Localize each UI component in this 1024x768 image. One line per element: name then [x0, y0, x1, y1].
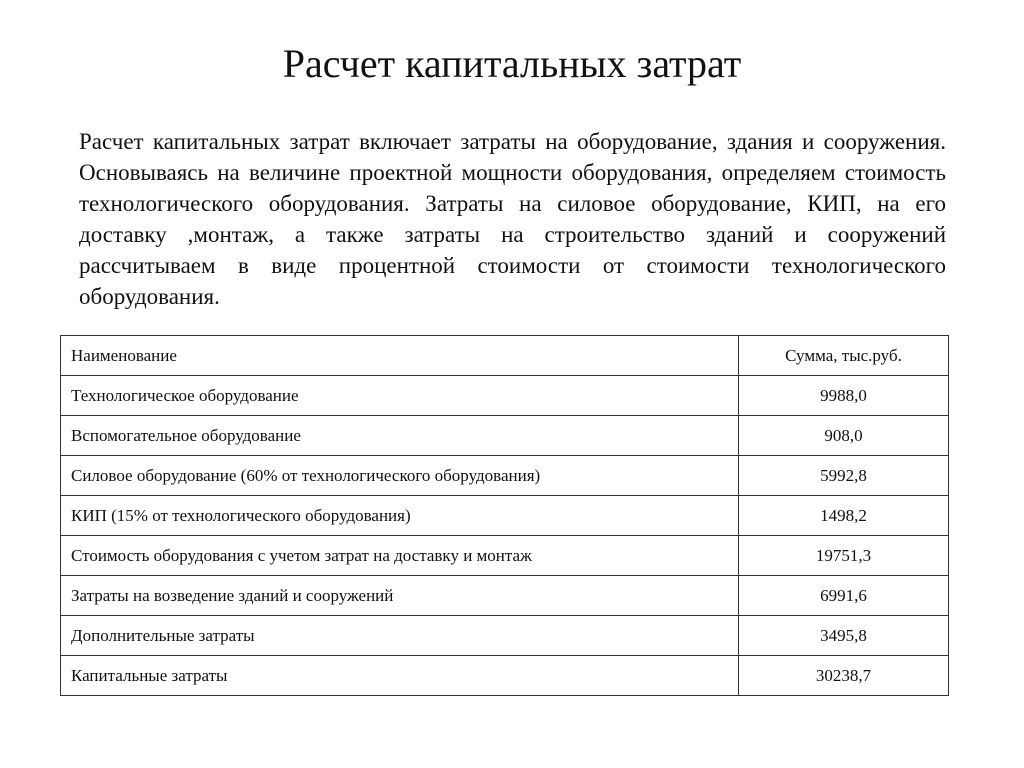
header-name-cell: Наименование — [61, 336, 739, 376]
row-name-cell: Технологическое оборудование — [61, 376, 739, 416]
row-name-cell: Стоимость оборудования с учетом затрат на доставку и монтаж — [61, 536, 739, 576]
row-value-cell: 19751,3 — [739, 536, 949, 576]
slide-title: Расчет капитальных затрат — [282, 41, 742, 86]
table-row — [61, 456, 949, 496]
row-value-cell: 3495,8 — [739, 616, 949, 656]
row-value-cell: 30238,7 — [739, 656, 949, 696]
row-name-cell: Затраты на возведение зданий и сооружений — [61, 576, 739, 616]
table-row — [61, 496, 949, 536]
table-row — [61, 616, 949, 656]
intro-paragraph: Расчет капитальных затрат включает затраты на оборудование, здания и сооружения. Основываясь на величине проектной мощности оборудования, определяем стоимость технологического оборудования. Затраты на силовое оборудование, КИП, на его доставку ,монтаж, а также затраты на строительство зданий и сооружений рассчитываем в виде процентной стоимости от стоимости технологического оборудования. — [79, 129, 946, 309]
table-row — [61, 576, 949, 616]
row-name-cell: КИП (15% от технологического оборудования) — [61, 496, 739, 536]
table-row — [61, 656, 949, 696]
table-header-row — [61, 336, 949, 376]
row-name-cell: Вспомогательное оборудование — [61, 416, 739, 456]
header-value-cell: Сумма, тыс.руб. — [739, 336, 949, 376]
row-value-cell: 6991,6 — [739, 576, 949, 616]
table-row — [61, 376, 949, 416]
row-name-cell: Силовое оборудование (60% от технологического оборудования) — [61, 456, 739, 496]
row-name-cell: Дополнительные затраты — [61, 616, 739, 656]
row-value-cell: 908,0 — [739, 416, 949, 456]
table-row — [61, 416, 949, 456]
row-value-cell: 9988,0 — [739, 376, 949, 416]
table-row — [61, 536, 949, 576]
capital-costs-table — [60, 335, 949, 696]
row-value-cell: 5992,8 — [739, 456, 949, 496]
row-value-cell: 1498,2 — [739, 496, 949, 536]
row-name-cell: Капитальные затраты — [61, 656, 739, 696]
